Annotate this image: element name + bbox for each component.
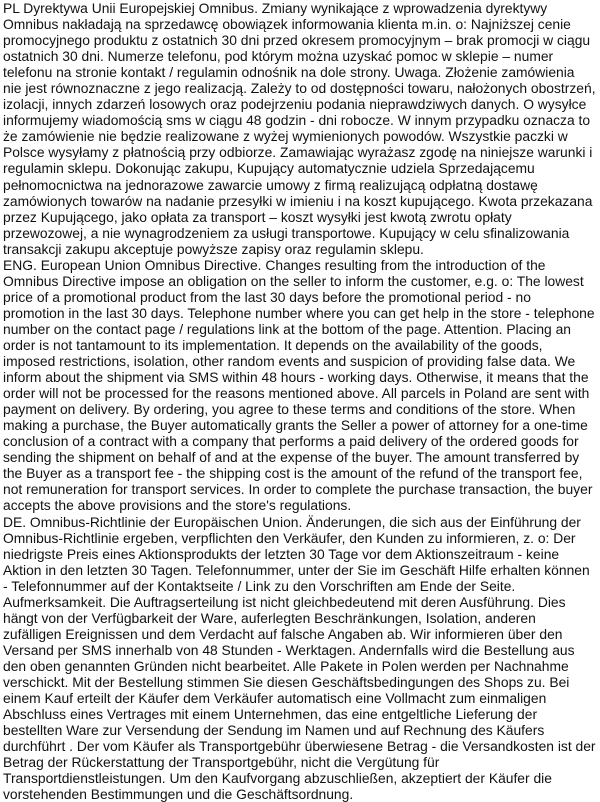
paragraph-eng: ENG. European Union Omnibus Directive. Changes resulting from the introduction of the Omnibus Directive impose an obligation on the seller to inform the customer, e.g. o: The lowest price of a promotional product from the last 30 days before the promotional period - no promotion in the last 30 days. Telephone number where you can get help in the store - telephone number on the contact page / regulations link at the bottom of the page. Attention. Placing an order is not tantamount to its implementation. It depends on the availability of the goods, imposed restrictions, isolation, other random events and suspicion of providing false data. We inform about the shipment via SMS within 48 hours - working days. Otherwise, it means that the order will not be processed for the reasons mentioned above. All parcels in Poland are sent with payment on delivery. By ordering, you agree to these terms and conditions of the store. When making a purchase, the Buyer automatically grants the Seller a power of attorney for a one-time conclusion of a contract with a company that performs a paid delivery of the ordered goods for sending the shipment on behalf of and at the expense of the buyer. The amount transferred by the Buyer as a transport fee - the shipping cost is the amount of the refund of the transport fee, not remuneration for transport services. In order to complete the purchase transaction, the buyer accepts the above provisions and the store's regulations. <box>3 257 596 514</box>
paragraph-pl: PL Dyrektywa Unii Europejskiej Omnibus. Zmiany wynikające z wprowadzenia dyrektywy Omnibus nakładają na sprzedawcę obowiązek informowania klienta m.in. o: Najniższej cenie promocyjnego produktu z ostatnich 30 dni przed okresem promocyjnym – brak promocji w ciągu ostatnich 30 dni. Numerze telefonu, pod którym można uzyskać pomoc w sklepie – numer telefonu na stronie kontakt / regulamin odnośnik na dole strony. Uwaga. Złożenie zamówienia nie jest równoznaczne z jego realizacją. Zależy to od dostępności towaru, nałożonych obostrzeń, izolacji, innych zdarzeń losowych oraz podejrzeniu podania nieprawdziwych danych. O wysyłce informujemy wiadomością sms w ciągu 48 godzin - dni robocze. W innym przypadku oznacza to że zamówienie nie będzie realizowane z wyżej wymienionych powodów. Wszystkie paczki w Polsce wysyłamy z płatnością przy odbiorze. Zamawiając wyrażasz zgodę na niniejsze warunki i regulamin sklepu. Dokonując zakupu, Kupujący automatycznie udziela Sprzedającemu pełnomocnictwa na jednorazowe zawarcie umowy z firmą realizującą odpłatną dostawę zamówionych towarów na nadanie przesyłki w imieniu i na koszt kupującego. Kwota przekazana przez Kupującego, jako opłata za transport – koszt wysyłki jest kwotą zwrotu opłaty przewozowej, a nie wynagrodzeniem za usługi transportowe. Kupujący w celu sfinalizowania transakcji zakupu akceptuje powyższe zapisy oraz regulamin sklepu. <box>3 0 596 257</box>
paragraph-de: DE. Omnibus-Richtlinie der Europäischen Union. Änderungen, die sich aus der Einführung der Omnibus-Richtlinie ergeben, verpflichten den Verkäufer, den Kunden zu informieren, z. o: Der niedrigste Preis eines Aktionsprodukts der letzten 30 Tage vor dem Aktionszeitraum - keine Aktion in den letzten 30 Tagen. Telefonnummer, unter der Sie im Geschäft Hilfe erhalten können - Telefonnummer auf der Kontaktseite / Link zu den Vorschriften am Ende der Seite. Aufmerksamkeit. Die Auftragserteilung ist nicht gleichbedeutend mit deren Ausführung. Dies hängt von der Verfügbarkeit der Ware, auferlegten Beschränkungen, Isolation, anderen zufälligen Ereignissen und dem Verdacht auf falsche Angaben ab. Wir informieren über den Versand per SMS innerhalb von 48 Stunden - Werktagen. Andernfalls wird die Bestellung aus den oben genannten Gründen nicht bearbeitet. Alle Pakete in Polen werden per Nachnahme verschickt. Mit der Bestellung stimmen Sie diesen Geschäftsbedingungen des Shops zu. Bei einem Kauf erteilt der Käufer dem Verkäufer automatisch eine Vollmacht zum einmaligen Abschluss eines Vertrages mit einem Unternehmen, das eine entgeltliche Lieferung der bestellten Ware zur Versendung der Sendung im Namen und auf Rechnung des Käufers durchführt . Der vom Käufer als Transportgebühr überwiesene Betrag - die Versandkosten ist der Betrag der Rückerstattung der Transportgebühr, nicht die Vergütung für Transportdienstleistungen. Um den Kaufvorgang abzuschließen, akzeptiert der Käufer die vorstehenden Bestimmungen und die Geschäftsordnung. <box>3 514 596 802</box>
